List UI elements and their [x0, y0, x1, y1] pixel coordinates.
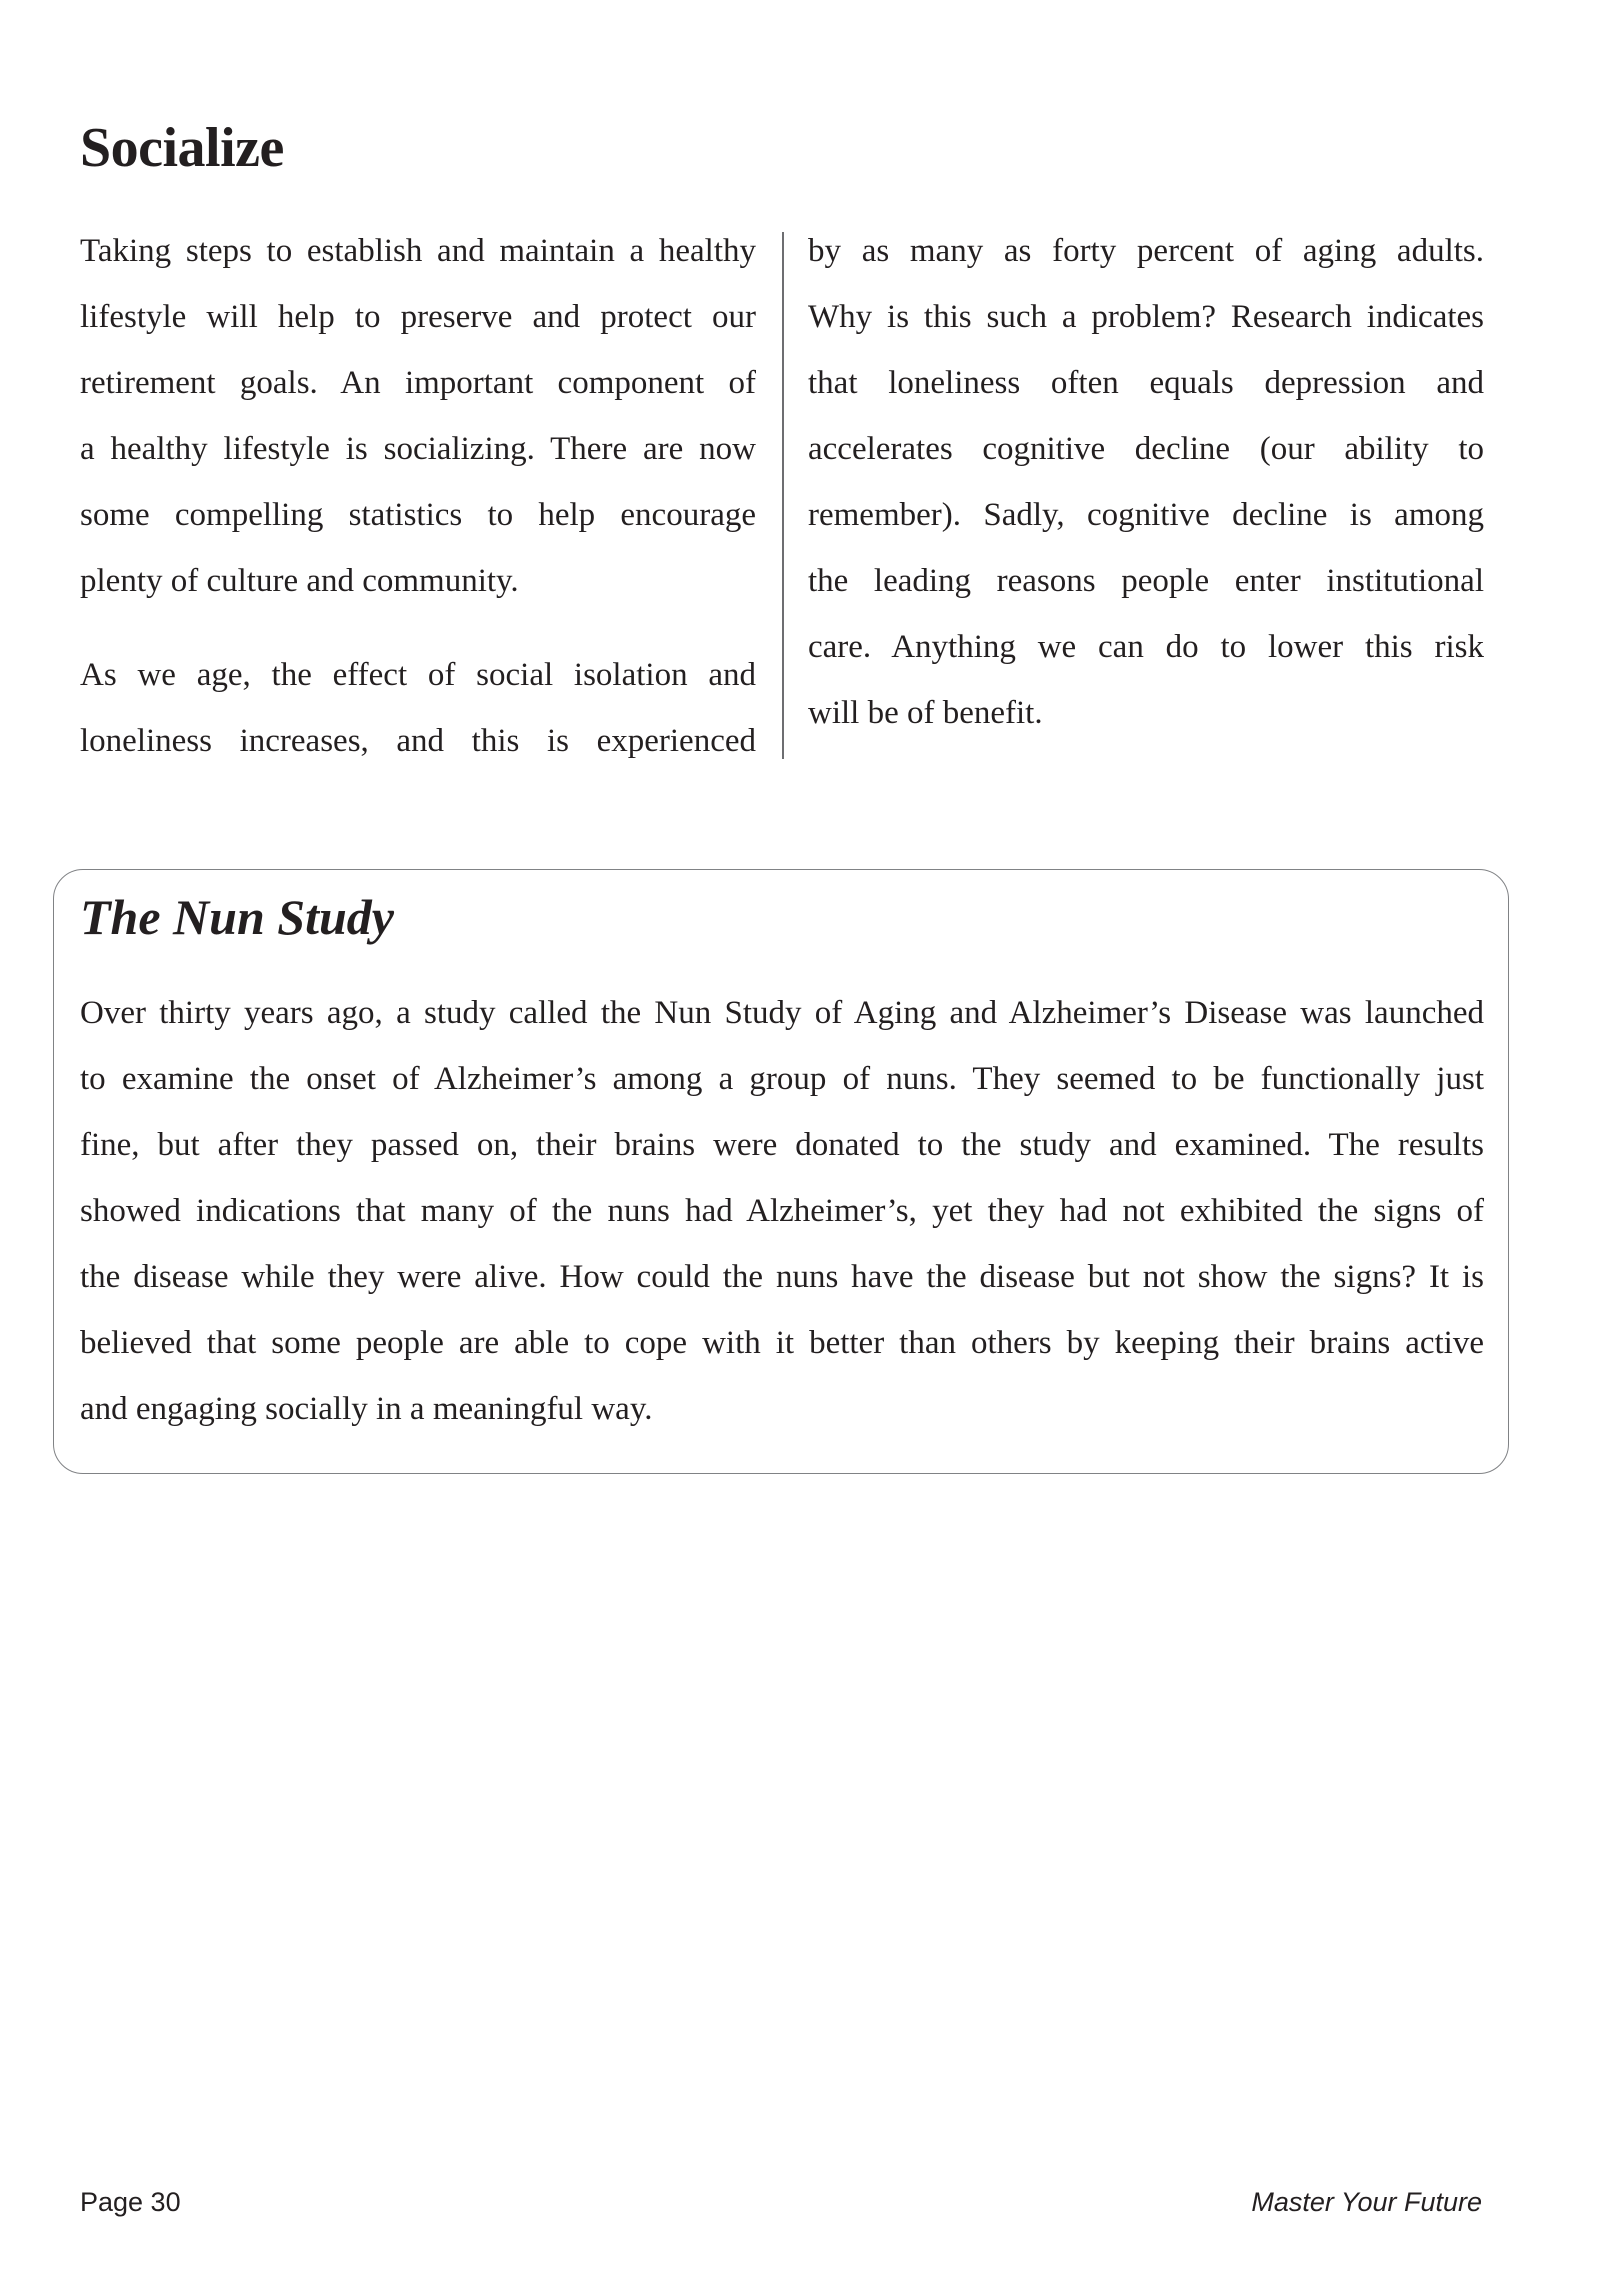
text-line: believed that some people are able to cope with it better than others by keeping their brains active — [80, 1325, 1484, 1361]
paragraph — [80, 642, 756, 774]
text-line: care. Anything we can do to lower this risk — [808, 629, 1484, 665]
text-line: a healthy lifestyle is socializing. There are now — [80, 431, 756, 467]
text-line: lifestyle will help to preserve and protect our — [80, 299, 756, 335]
text-line: by as many as forty percent of aging adults. — [808, 233, 1484, 269]
page-number: Page 30 — [80, 2187, 181, 2217]
text-line: Over thirty years ago, a study called the Nun Study of Aging and Alzheimer’s Disease was launched — [80, 995, 1484, 1031]
text-line: the disease while they were alive. How could the nuns have the disease but not show the signs? It is — [80, 1259, 1484, 1295]
callout-body — [80, 980, 1484, 1442]
text-line: Taking steps to establish and maintain a healthy — [80, 233, 756, 269]
text-line: remember). Sadly, cognitive decline is among — [808, 497, 1484, 533]
text-line: some compelling statistics to help encourage — [80, 497, 756, 533]
right-column — [808, 218, 1484, 746]
paragraph-spacer — [80, 614, 756, 642]
text-line: the leading reasons people enter institutional — [808, 563, 1484, 599]
text-line: will be of benefit. — [808, 695, 1043, 731]
text-line: plenty of culture and community. — [80, 563, 519, 599]
page-title: Socialize — [80, 117, 284, 179]
text-line: loneliness increases, and this is experienced — [80, 723, 756, 759]
text-line: Why is this such a problem? Research indicates — [808, 299, 1484, 335]
text-line: that loneliness often equals depression and — [808, 365, 1484, 401]
text-line: and engaging socially in a meaningful way. — [80, 1391, 653, 1427]
text-line: showed indications that many of the nuns had Alzheimer’s, yet they had not exhibited the signs of — [80, 1193, 1484, 1229]
column-divider — [782, 232, 784, 759]
publication-title: Master Your Future — [1251, 2187, 1482, 2217]
text-line: fine, but after they passed on, their brains were donated to the study and examined. The results — [80, 1127, 1484, 1163]
text-line: As we age, the effect of social isolation and — [80, 657, 756, 693]
text-line: retirement goals. An important component of — [80, 365, 756, 401]
text-line: to examine the onset of Alzheimer’s among a group of nuns. They seemed to be functionally just — [80, 1061, 1484, 1097]
left-column — [80, 218, 756, 774]
paragraph — [80, 218, 756, 614]
text-line: accelerates cognitive decline (our ability to — [808, 431, 1484, 467]
callout-title: The Nun Study — [80, 889, 394, 945]
